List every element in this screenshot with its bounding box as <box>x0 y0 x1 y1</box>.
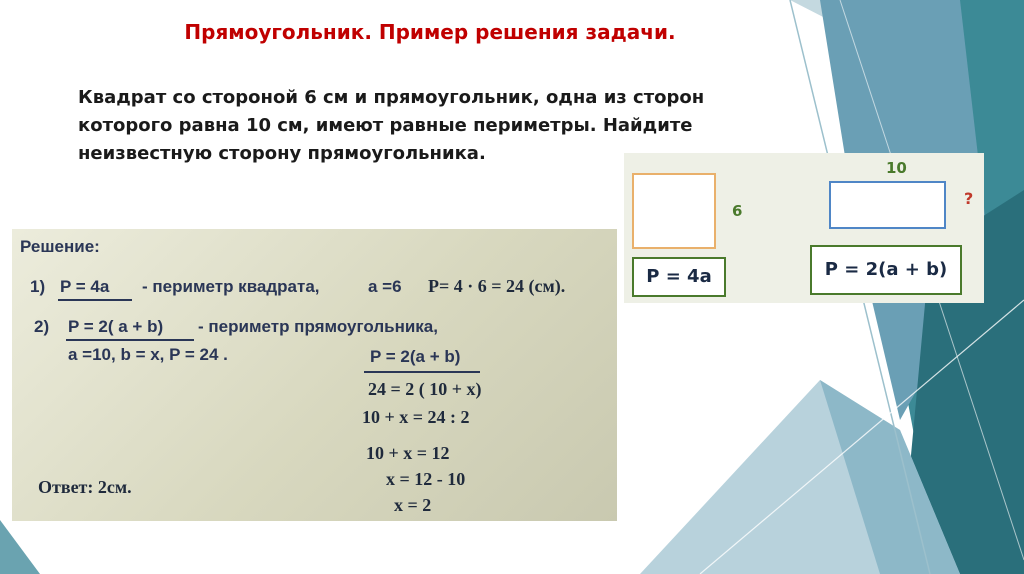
step2-description: - периметр прямоугольника, <box>198 317 438 336</box>
step2-underline <box>66 339 194 341</box>
task-line: которого равна 10 см, имеют равные периметры. Найдите <box>78 115 693 136</box>
step2-formula: P = 2( a + b) <box>68 317 164 336</box>
task-line: Квадрат со стороной 6 см и прямоугольник, одна из сторон <box>78 87 705 108</box>
equation-underline <box>364 371 480 373</box>
rectangle-shape <box>829 181 946 229</box>
equation-line: 10 + x = 24 : 2 <box>362 407 470 427</box>
square-side-label: 6 <box>732 202 743 220</box>
step1-formula: P = 4a <box>60 277 110 296</box>
square-perimeter-formula: P = 4a <box>632 257 726 297</box>
step2-number: 2) <box>34 317 50 336</box>
step2-given: a =10, b = x, P = 24 . <box>68 345 228 364</box>
figure-panel <box>624 153 984 303</box>
rectangle-unknown-side-label: ? <box>964 189 974 208</box>
step1-calculation: P= 4 · 6 = 24 (см). <box>428 276 566 296</box>
step1-description: - периметр квадрата, <box>142 277 320 296</box>
square-shape <box>632 173 716 249</box>
equation-line: P = 2(a + b) <box>370 347 461 366</box>
rectangle-top-label: 10 <box>886 159 907 177</box>
equation-line: 10 + x = 12 <box>366 443 450 463</box>
answer-text: Ответ: 2см. <box>38 477 132 497</box>
step1-underline <box>58 299 132 301</box>
step1-given: a =6 <box>368 277 402 296</box>
step1-number: 1) <box>30 277 46 296</box>
solution-panel <box>12 229 617 521</box>
equation-line: x = 12 - 10 <box>386 469 466 489</box>
equation-line: x = 2 <box>394 495 432 515</box>
task-line: неизвестную сторону прямоугольника. <box>78 143 486 164</box>
equation-line: 24 = 2 ( 10 + x) <box>368 379 482 399</box>
slide-title: Прямоугольник. Пример решения задачи. <box>184 20 676 44</box>
rectangle-perimeter-formula: P = 2(a + b) <box>810 245 962 295</box>
deco-shape-corner <box>0 520 40 574</box>
solution-heading: Решение: <box>20 237 100 256</box>
